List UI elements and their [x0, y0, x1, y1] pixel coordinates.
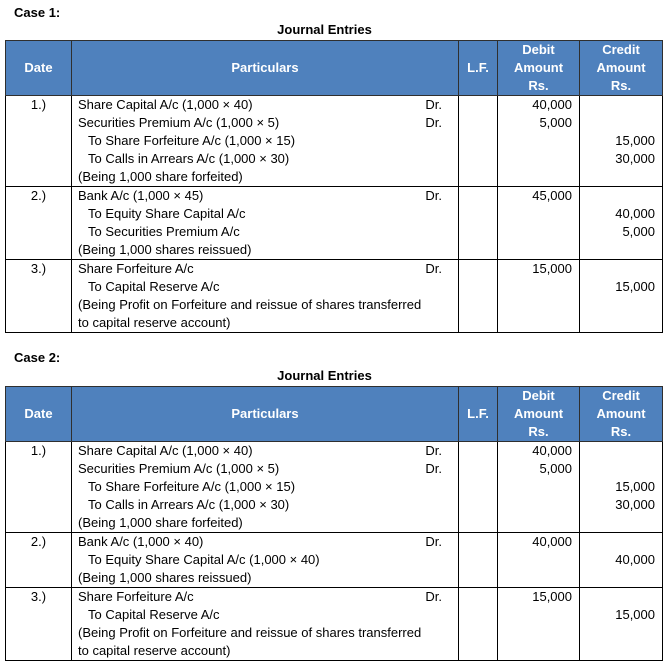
entry-debit: [498, 260, 580, 333]
debit-amount: [498, 278, 579, 296]
credit-amount: [580, 569, 662, 587]
particulars-text: Bank A/c (1,000 × 40): [78, 534, 204, 549]
header-credit-line-1: Credit: [602, 388, 640, 403]
entry-credit: [580, 260, 663, 333]
header-date: Date: [6, 41, 72, 96]
particulars-text: Share Capital A/c (1,000 × 40): [78, 97, 253, 112]
entry-date: [6, 260, 72, 333]
debit-amount: [498, 642, 579, 660]
entry-date-value: 2.): [30, 534, 47, 549]
particulars-text: (Being Profit on Forfeiture and reissue of shares transferred: [78, 297, 422, 312]
credit-amount: [580, 114, 662, 132]
entry-debit: [498, 187, 580, 260]
header-lf: L.F.: [459, 41, 498, 96]
particulars-line: [72, 96, 458, 114]
entry-debit: [498, 96, 580, 187]
debit-amount: [498, 150, 579, 168]
debit-amount: 5,000: [539, 461, 572, 476]
debit-marker: Dr.: [425, 534, 442, 549]
particulars-line: [72, 569, 458, 587]
entry-date-value: 1.): [30, 97, 47, 112]
particulars-line: [72, 168, 458, 186]
particulars-line: [72, 514, 458, 532]
particulars-line: [72, 114, 458, 132]
journal-entry-row: [6, 96, 663, 187]
credit-amount: [580, 314, 662, 332]
debit-marker: Dr.: [425, 97, 442, 112]
journal-entry-row: [6, 187, 663, 260]
particulars-text: Bank A/c (1,000 × 45): [78, 188, 204, 203]
debit-amount: 40,000: [532, 443, 572, 458]
entry-particulars: [72, 96, 459, 187]
debit-amount: 15,000: [532, 589, 572, 604]
credit-amount: [580, 588, 662, 606]
particulars-text: To Share Forfeiture A/c (1,000 × 15): [88, 479, 296, 494]
particulars-line: [72, 223, 458, 241]
entry-debit: [498, 588, 580, 661]
credit-amount: [580, 241, 662, 259]
credit-amount: [580, 442, 662, 460]
particulars-text: (Being 1,000 shares reissued): [78, 570, 252, 585]
journal-table-case-2: [5, 386, 663, 661]
debit-amount: [498, 624, 579, 642]
particulars-line: [72, 624, 458, 642]
particulars-text: To Equity Share Capital A/c: [88, 206, 246, 221]
header-credit-line-2: Amount: [596, 406, 646, 421]
credit-amount: [580, 187, 662, 205]
credit-amount: [580, 514, 662, 532]
entry-lf: [459, 96, 498, 187]
header-debit-line-3: Rs.: [528, 78, 549, 93]
debit-marker: Dr.: [425, 188, 442, 203]
entry-particulars: [72, 533, 459, 588]
credit-amount: [580, 533, 662, 551]
particulars-line: [72, 205, 458, 223]
debit-marker: Dr.: [425, 461, 442, 476]
entry-credit: [580, 588, 663, 661]
credit-amount: [580, 96, 662, 114]
debit-amount: [498, 606, 579, 624]
particulars-text: (Being Profit on Forfeiture and reissue of shares transferred: [78, 625, 422, 640]
header-date: Date: [6, 387, 72, 442]
particulars-text: To Share Forfeiture A/c (1,000 × 15): [88, 133, 296, 148]
credit-amount: [580, 260, 662, 278]
credit-amount: [580, 624, 662, 642]
header-credit-line-2: Amount: [596, 60, 646, 75]
credit-amount: 40,000: [615, 206, 655, 221]
particulars-line: [72, 478, 458, 496]
debit-amount: [498, 296, 579, 314]
debit-marker: Dr.: [425, 261, 442, 276]
entry-date-value: 3.): [30, 261, 47, 276]
entry-date: [6, 187, 72, 260]
debit-amount: 45,000: [532, 188, 572, 203]
particulars-line: [72, 533, 458, 551]
header-credit-line-3: Rs.: [610, 424, 632, 439]
particulars-text: Share Forfeiture A/c: [78, 589, 194, 604]
particulars-text: Share Capital A/c (1,000 × 40): [78, 443, 253, 458]
credit-amount: 15,000: [615, 279, 655, 294]
debit-amount: [498, 168, 579, 186]
particulars-text: To Securities Premium A/c: [88, 224, 240, 239]
particulars-line: [72, 551, 458, 569]
particulars-line: [72, 296, 458, 314]
entry-credit: [580, 96, 663, 187]
journal-table-case-1: [5, 40, 663, 333]
debit-amount: [498, 205, 579, 223]
particulars-text: To Calls in Arrears A/c (1,000 × 30): [88, 497, 290, 512]
particulars-line: [72, 278, 458, 296]
particulars-line: [72, 187, 458, 205]
particulars-text: Share Forfeiture A/c: [78, 261, 194, 276]
particulars-line: [72, 460, 458, 478]
entry-date-value: 1.): [30, 443, 47, 458]
entry-date-value: 3.): [30, 589, 47, 604]
particulars-text: Securities Premium A/c (1,000 × 5): [78, 461, 280, 476]
credit-amount: 15,000: [615, 479, 655, 494]
particulars-text: To Equity Share Capital A/c (1,000 × 40): [88, 552, 320, 567]
entry-lf: [459, 442, 498, 533]
debit-amount: 15,000: [532, 261, 572, 276]
particulars-text: (Being 1,000 share forfeited): [78, 515, 243, 530]
header-debit-line-2: Amount: [513, 60, 564, 75]
particulars-line: [72, 496, 458, 514]
debit-amount: 5,000: [539, 115, 572, 130]
particulars-text: (Being 1,000 share forfeited): [78, 169, 243, 184]
header-particulars: Particulars: [72, 387, 459, 442]
journal-entry-row: [6, 442, 663, 533]
header-debit-line-3: Rs.: [528, 424, 549, 439]
debit-marker: Dr.: [425, 443, 442, 458]
particulars-line: [72, 314, 458, 332]
entry-credit: [580, 187, 663, 260]
entry-particulars: [72, 588, 459, 661]
debit-amount: [498, 241, 579, 259]
journal-entry-row: [6, 588, 663, 661]
debit-amount: [498, 314, 579, 332]
case-1-title: Journal Entries: [277, 22, 372, 37]
credit-amount: 40,000: [615, 552, 655, 567]
debit-marker: Dr.: [425, 115, 442, 130]
particulars-line: [72, 241, 458, 259]
header-credit: [580, 41, 663, 96]
entry-credit: [580, 442, 663, 533]
entry-credit: [580, 533, 663, 588]
debit-amount: [498, 569, 579, 587]
debit-amount: [498, 496, 579, 514]
header-debit-line-1: Debit: [522, 388, 555, 403]
particulars-line: [72, 606, 458, 624]
header-credit-line-1: Credit: [602, 42, 640, 57]
particulars-text: Securities Premium A/c (1,000 × 5): [78, 115, 280, 130]
credit-amount: [580, 642, 662, 660]
entry-lf: [459, 187, 498, 260]
entry-date: [6, 588, 72, 661]
debit-amount: [498, 514, 579, 532]
particulars-text: To Capital Reserve A/c: [88, 607, 220, 622]
particulars-line: [72, 642, 458, 660]
debit-amount: [498, 478, 579, 496]
header-debit: [498, 387, 580, 442]
particulars-line: [72, 442, 458, 460]
entry-particulars: [72, 442, 459, 533]
entry-particulars: [72, 187, 459, 260]
case-2-title: Journal Entries: [277, 368, 372, 383]
debit-amount: 40,000: [532, 97, 572, 112]
entry-debit: [498, 533, 580, 588]
case-1-label: Case 1:: [14, 5, 61, 20]
header-lf: L.F.: [459, 387, 498, 442]
debit-marker: Dr.: [425, 589, 442, 604]
header-debit-line-2: Amount: [513, 406, 564, 421]
entry-lf: [459, 588, 498, 661]
credit-amount: [580, 168, 662, 186]
credit-amount: 30,000: [615, 151, 655, 166]
journal-entry-row: [6, 260, 663, 333]
entry-date: [6, 96, 72, 187]
debit-amount: 40,000: [532, 534, 572, 549]
header-debit: [498, 41, 580, 96]
credit-amount: 30,000: [615, 497, 655, 512]
particulars-line: [72, 260, 458, 278]
particulars-line: [72, 150, 458, 168]
entry-debit: [498, 442, 580, 533]
entry-particulars: [72, 260, 459, 333]
particulars-text: To Capital Reserve A/c: [88, 279, 220, 294]
header-credit: [580, 387, 663, 442]
particulars-line: [72, 588, 458, 606]
credit-amount: 5,000: [622, 224, 655, 239]
particulars-text: (Being 1,000 shares reissued): [78, 242, 252, 257]
debit-amount: [498, 551, 579, 569]
credit-amount: [580, 460, 662, 478]
header-credit-line-3: Rs.: [610, 78, 632, 93]
particulars-text: to capital reserve account): [78, 315, 231, 330]
credit-amount: [580, 296, 662, 314]
particulars-text: to capital reserve account): [78, 643, 231, 658]
entry-lf: [459, 260, 498, 333]
entry-date-value: 2.): [30, 188, 47, 203]
case-2-label: Case 2:: [14, 350, 61, 365]
entry-date: [6, 442, 72, 533]
journal-entry-row: [6, 533, 663, 588]
header-debit-line-1: Debit: [522, 42, 555, 57]
credit-amount: 15,000: [615, 607, 655, 622]
particulars-line: [72, 132, 458, 150]
particulars-text: To Calls in Arrears A/c (1,000 × 30): [88, 151, 290, 166]
entry-lf: [459, 533, 498, 588]
entry-date: [6, 533, 72, 588]
credit-amount: 15,000: [615, 133, 655, 148]
debit-amount: [498, 223, 579, 241]
debit-amount: [498, 132, 579, 150]
header-particulars: Particulars: [72, 41, 459, 96]
